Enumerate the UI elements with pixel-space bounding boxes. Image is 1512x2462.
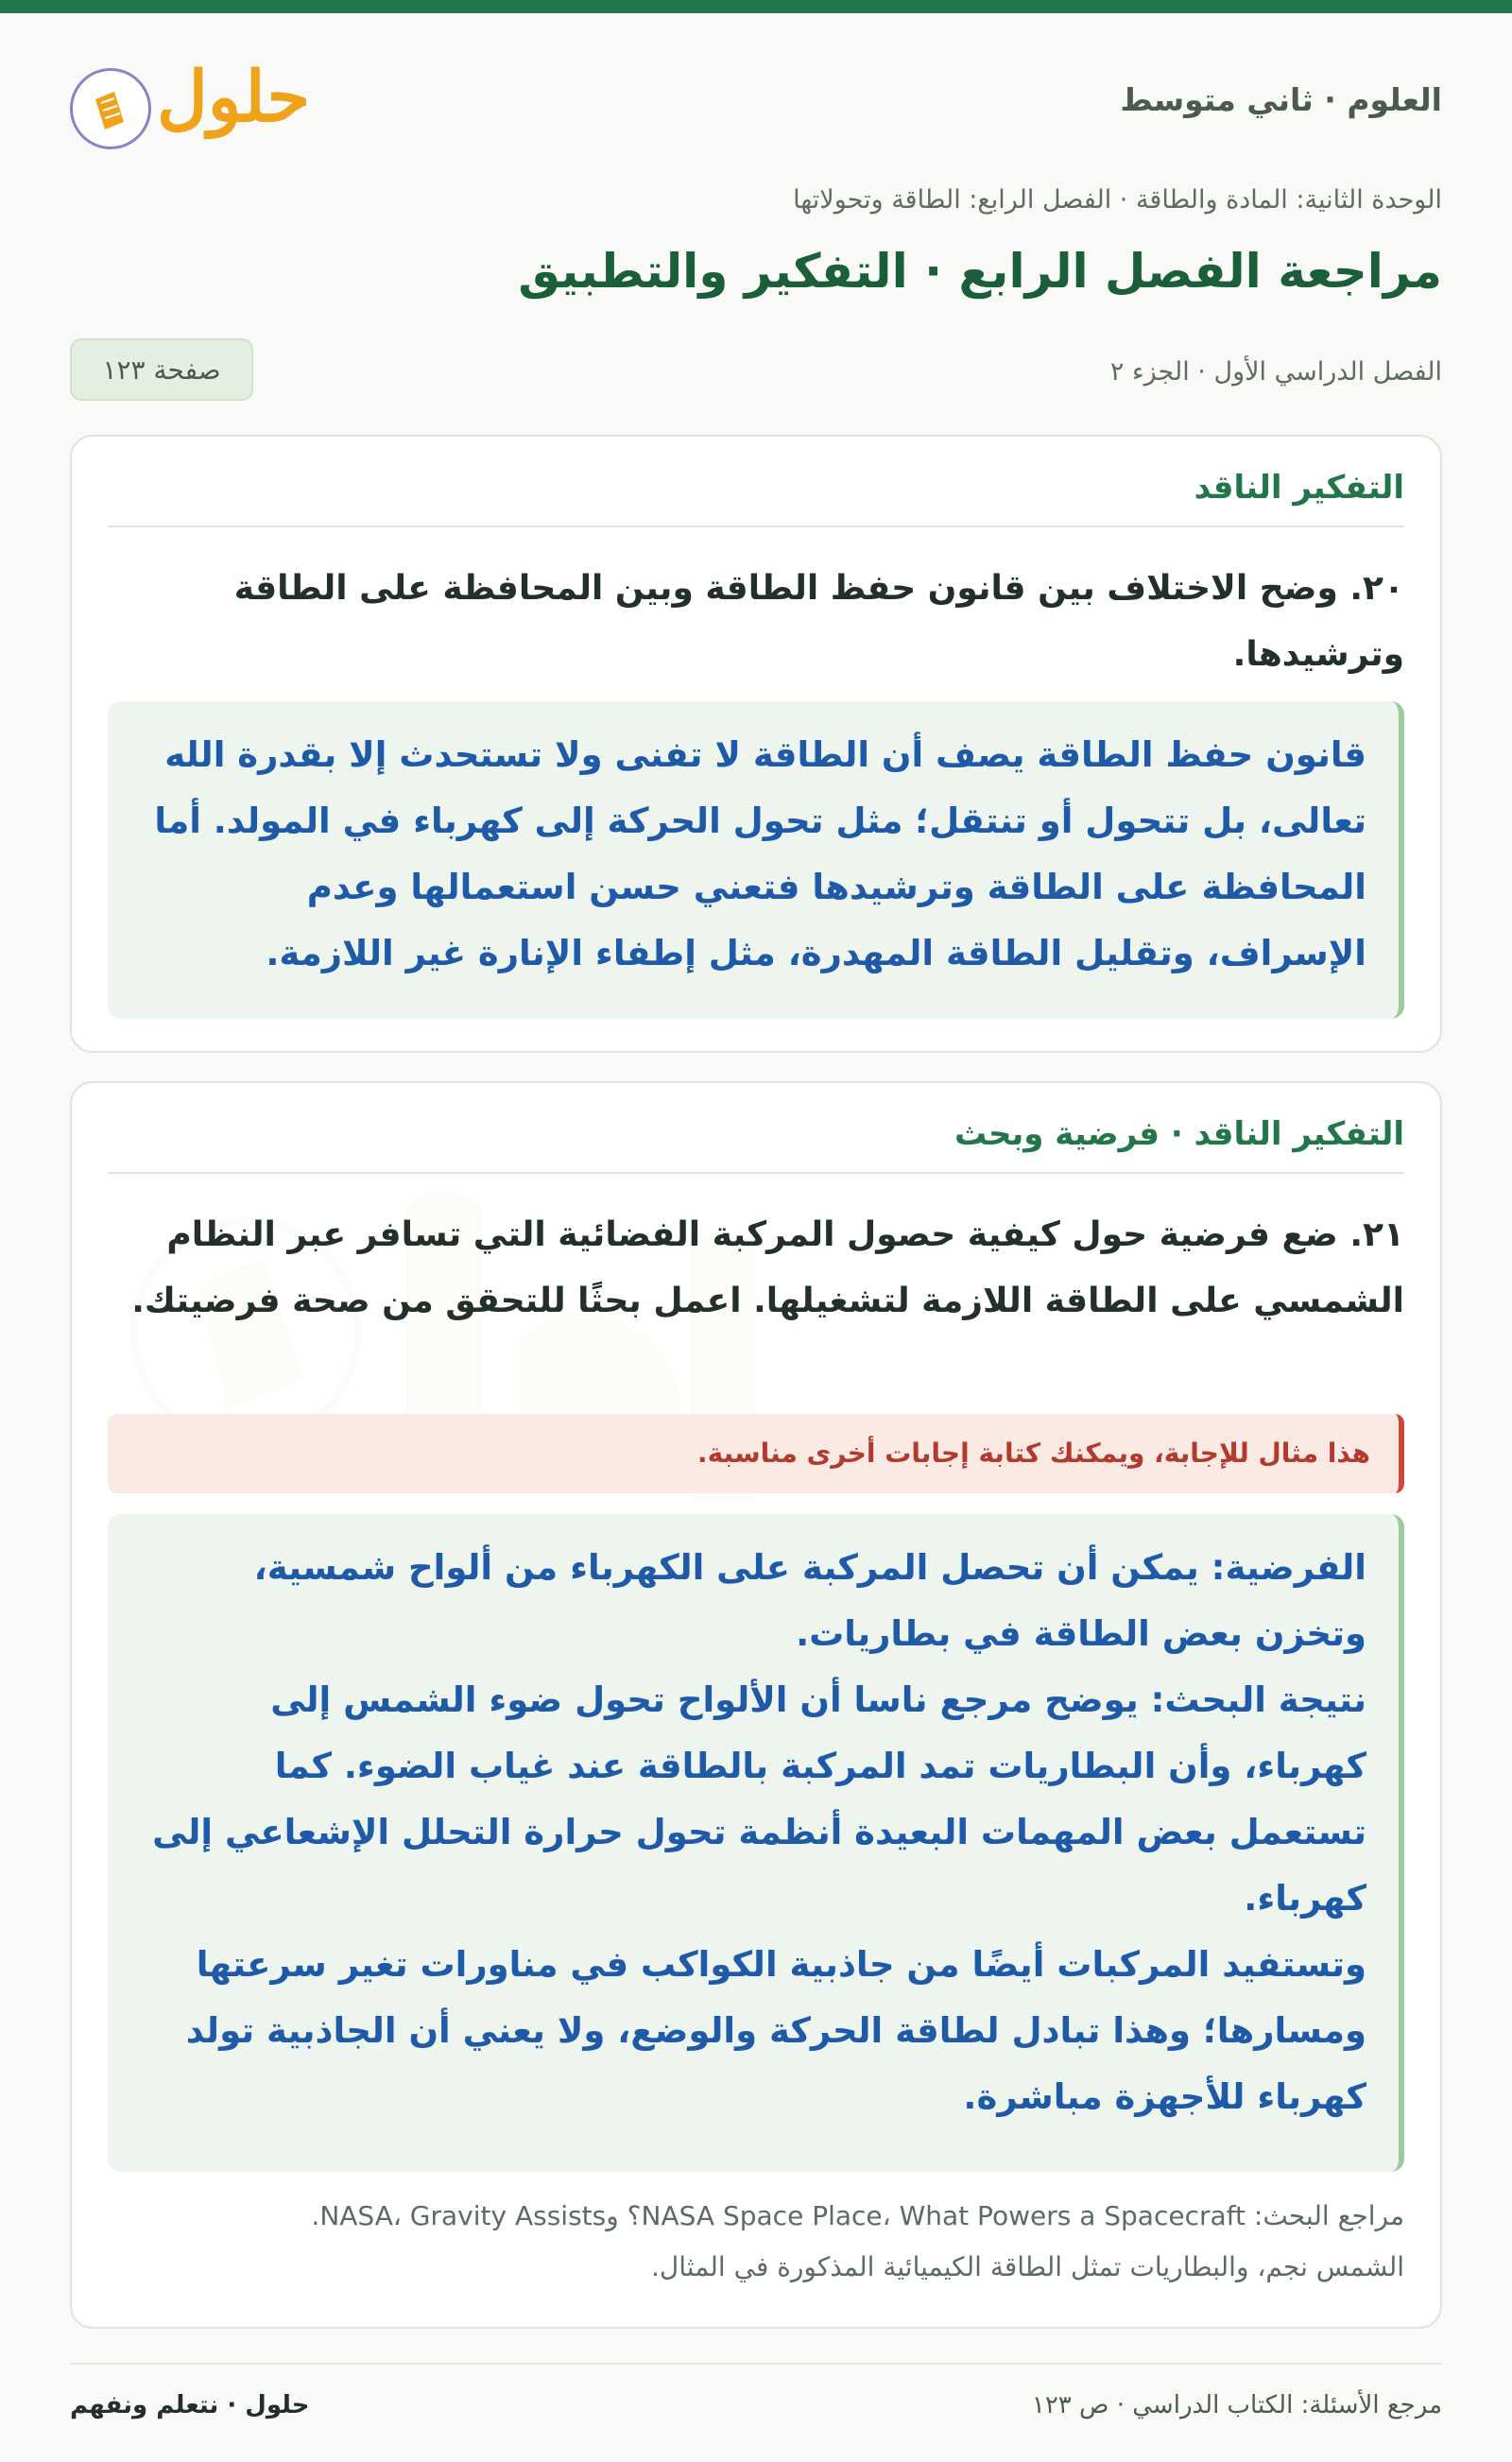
top-accent-bar <box>0 0 1512 13</box>
question-card-21 <box>70 1081 1442 2329</box>
subject-label: العلوم · ثاني متوسط <box>1120 81 1442 118</box>
footer-source: مرجع الأسئلة: الكتاب الدراسي · ص ١٢٣ <box>1031 2391 1442 2419</box>
research-references <box>108 2191 1404 2293</box>
references-sources: NASA Space Place، What Powers a Spacecraft؟ وNASA، Gravity Assists. <box>311 2200 1246 2231</box>
answer-box <box>108 1514 1404 2172</box>
term-label: الفصل الدراسي الأول · الجزء ٢ <box>1109 357 1442 387</box>
footer-brand: حلول · نتعلم ونفهم <box>70 2391 310 2419</box>
references-note: الشمس نجم، والبطاريات تمثل الطاقة الكيميائية المذكورة في المثال. <box>650 2251 1404 2282</box>
answer-gravity-assist: وتستفيد المركبات أيضًا من جاذبية الكواكب في مناورات تغير سرعتها ومسارها؛ وهذا تبادل لطاقة الحركة والوضع، ولا يعني أن الجاذبية تولد كهرباء للأجهزة مباشرة. <box>185 1944 1366 2117</box>
page-header <box>70 57 1442 151</box>
question-text: ٢١. ضع فرضية حول كيفية حصول المركبة الفضائية التي تسافر عبر النظام الشمسي على الطاقة اللازمة لتشغيلها. اعمل بحثًا للتحقق من صحة فرضيتك. <box>131 1215 1404 1320</box>
question-text: ٢٠. وضح الاختلاف بين قانون حفظ الطاقة وبين المحافظة على الطاقة وترشيدها. <box>233 569 1404 674</box>
answer-hypothesis: الفرضية: يمكن أن تحصل المركبة على الكهرباء من ألواح شمسية، وتخزن بعض الطاقة في بطاريات. <box>253 1547 1366 1654</box>
section-heading: التفكير الناقد <box>108 469 1404 527</box>
question-card-20 <box>70 435 1442 1053</box>
section-heading: التفكير الناقد · فرضية وبحث <box>108 1115 1404 1174</box>
references-label: مراجع البحث: <box>1246 2200 1404 2231</box>
brand-logo[interactable] <box>70 57 325 151</box>
logo-book-icon <box>70 68 151 149</box>
references-line <box>108 2191 1404 2242</box>
example-note: هذا مثال للإجابة، ويمكنك كتابة إجابات أخرى مناسبة. <box>108 1414 1404 1493</box>
answer-box: قانون حفظ الطاقة يصف أن الطاقة لا تفنى ولا تستحدث إلا بقدرة الله تعالى، بل تتحول أو تنتقل؛ مثل تحول الحركة إلى كهرباء في المولد. أما المحافظة على الطاقة وترشيدها فتعني حسن استعمالها وعدم الإسراف، وتقليل الطاقة المهدرة، مثل إطفاء الإنارة غير اللازمة. <box>108 701 1404 1019</box>
page-title: مراجعة الفصل الرابع · التفكير والتطبيق <box>518 244 1442 299</box>
page-footer <box>70 2363 1442 2440</box>
breadcrumb: الوحدة الثانية: المادة والطاقة · الفصل الرابع: الطاقة وتحولاتها <box>793 185 1442 215</box>
answer-research-result: نتيجة البحث: يوضح مرجع ناسا أن الألواح تحول ضوء الشمس إلى كهرباء، وأن البطاريات تمد المركبة بالطاقة عند غياب الضوء. كما تستعمل بعض المهمات البعيدة أنظمة تحول حرارة التحلل الإشعاعي إلى كهرباء. <box>152 1679 1366 1919</box>
page-number-badge: صفحة ١٢٣ <box>70 338 253 401</box>
logo-wordmark: حلول <box>157 57 311 138</box>
